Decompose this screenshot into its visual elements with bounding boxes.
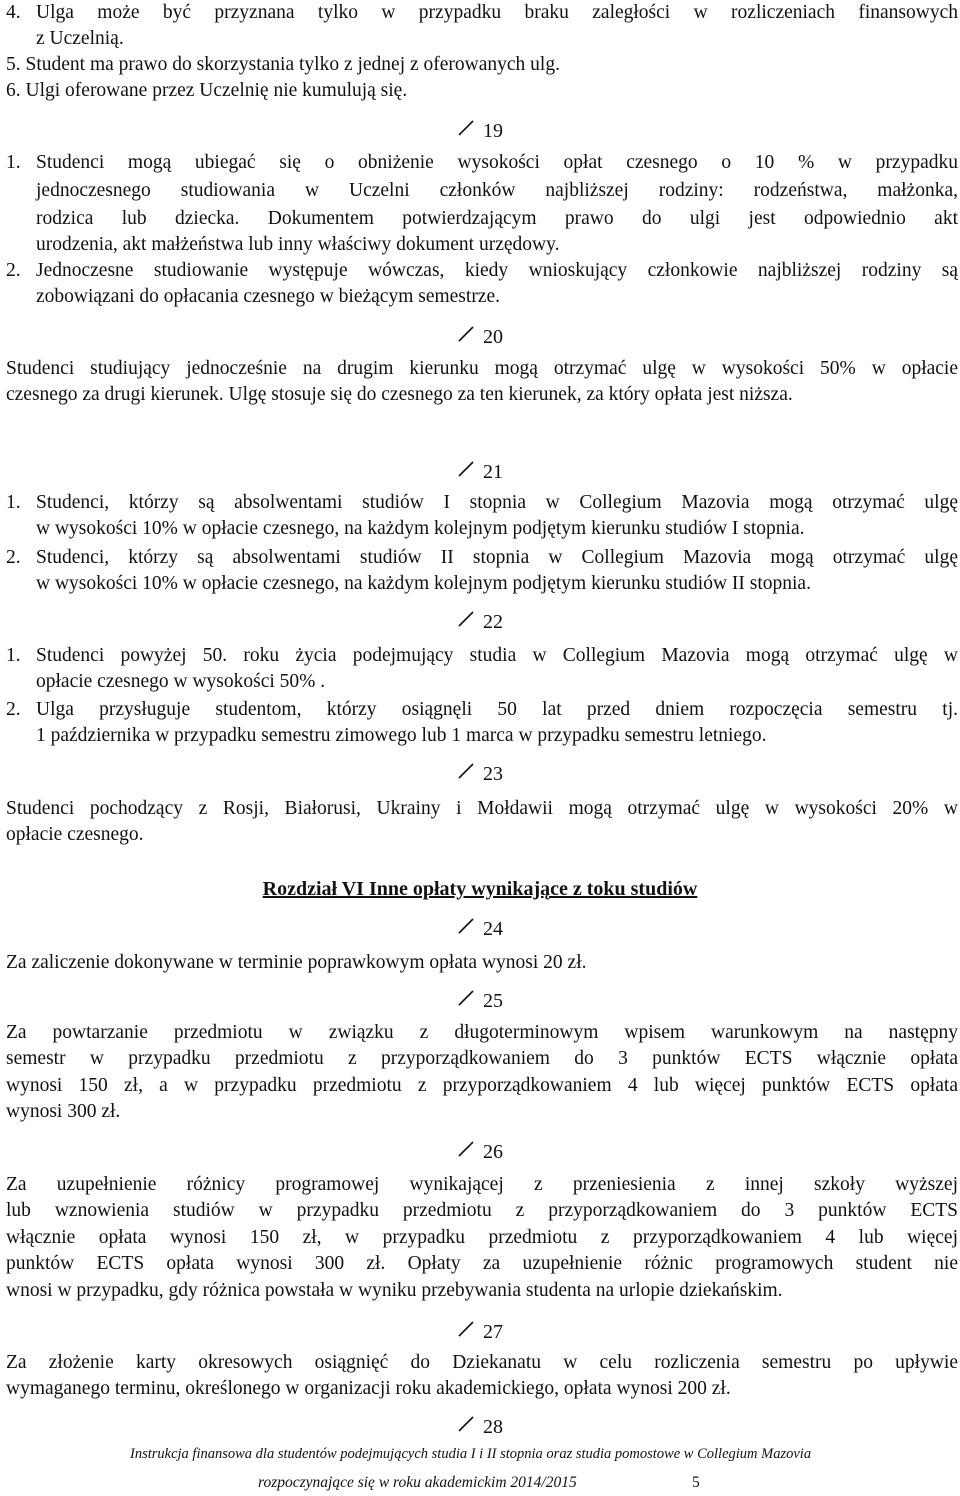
paragraph-line: opłacie czesnego. — [6, 824, 144, 845]
section-number: 25 — [483, 990, 503, 1012]
item-number: 2. — [6, 699, 21, 720]
paragraph-line: wymaganego terminu, określonego w organizacji roku akademickiego, opłata wynosi 200 zł. — [6, 1378, 731, 1399]
section-sign-icon — [457, 1320, 475, 1340]
section-number: 27 — [483, 1321, 503, 1343]
section-number: 28 — [483, 1416, 503, 1438]
item-number: 2. — [6, 260, 21, 281]
section-number: 20 — [483, 326, 503, 348]
section-number: 26 — [483, 1141, 503, 1163]
section-sign-icon — [457, 1415, 475, 1435]
section-heading — [0, 117, 960, 144]
paragraph-line: wynosi 150 zł, a w przypadku przedmiotu z przyporządkowaniem 4 lub więcej punktów ECTS opłata — [6, 1075, 958, 1096]
section-heading — [0, 323, 960, 350]
paragraph-line: Za powtarzanie przedmiotu w związku z długoterminowym wpisem warunkowym na następny — [6, 1022, 958, 1043]
paragraph-line: opłacie czesnego w wysokości 50% . — [36, 671, 326, 692]
section-sign-icon — [457, 119, 475, 139]
item-number: 2. — [6, 547, 21, 568]
item-number: 1. — [6, 492, 21, 513]
section-sign-icon — [457, 1140, 475, 1160]
paragraph-line: Ulga może być przyznana tylko w przypadku braku zaległości w rozliczeniach finansowych — [36, 2, 958, 23]
section-heading — [0, 915, 960, 942]
paragraph-line: Studenci pochodzący z Rosji, Białorusi, Ukrainy i Mołdawii mogą otrzymać ulgę w wysokości 20% w — [6, 798, 958, 819]
paragraph-line: wynosi 300 zł. — [6, 1101, 121, 1122]
list-item: 6. Ulgi oferowane przez Uczelnię nie kumulują się. — [6, 80, 408, 101]
paragraph-line: Ulga przysługuje studentom, którzy osiągnęli 50 lat przed dniem rozpoczęcia semestru tj. — [36, 699, 958, 720]
section-sign-icon — [457, 989, 475, 1009]
paragraph-line: lub wznowienia studiów w przypadku przedmiotu z przyporządkowaniem do 3 punktów ECTS — [6, 1200, 958, 1221]
paragraph-line: 1 października w przypadku semestru zimowego lub 1 marca w przypadku semestru letniego. — [36, 725, 767, 746]
section-sign-icon — [457, 762, 475, 782]
section-heading — [0, 608, 960, 635]
section-number: 24 — [483, 918, 503, 940]
section-sign-icon — [457, 460, 475, 480]
page-number: 5 — [692, 1474, 700, 1491]
section-heading — [0, 1413, 960, 1440]
paragraph-line: Studenci, którzy są absolwentami studiów I stopnia w Collegium Mazovia mogą otrzymać ulgę — [36, 492, 958, 513]
paragraph-line: Za zaliczenie dokonywane w terminie poprawkowym opłata wynosi 20 zł. — [6, 952, 587, 973]
section-heading — [0, 760, 960, 787]
paragraph-line: rodzica lub dziecka. Dokumentem potwierdzającym prawo do ulgi jest odpowiednio akt — [36, 208, 958, 229]
section-heading — [0, 458, 960, 485]
paragraph-line: punktów ECTS opłata wynosi 300 zł. Opłaty za uzupełnienie różnic programowych student nie — [6, 1253, 958, 1274]
paragraph-line: wnosi w przypadku, gdy różnica powstała w wyniku przebywania studenta na urlopie dziekańskim. — [6, 1280, 783, 1301]
section-heading — [0, 987, 960, 1014]
footer-subtitle: rozpoczynające się w roku akademickim 2014/2015 — [258, 1474, 577, 1491]
item-number: 4. — [6, 2, 21, 23]
section-sign-icon — [457, 610, 475, 630]
section-sign-icon — [457, 917, 475, 937]
paragraph-line: semestr w przypadku przedmiotu z przyporządkowaniem do 3 punktów ECTS włącznie opłata — [6, 1048, 958, 1069]
item-number: 1. — [6, 645, 21, 666]
paragraph-line: Jednoczesne studiowanie występuje wówczas, kiedy wnioskujący członkowie najbliższej rodziny są — [36, 260, 958, 281]
section-heading — [0, 1138, 960, 1165]
paragraph-line: Studenci powyżej 50. roku życia podejmujący studia w Collegium Mazovia mogą otrzymać ulgę w — [36, 645, 958, 666]
section-number: 22 — [483, 611, 503, 633]
section-number: 23 — [483, 763, 503, 785]
paragraph-line: czesnego za drugi kierunek. Ulgę stosuje się do czesnego za ten kierunek, za który opłata jest niższa. — [6, 384, 793, 405]
section-sign-icon — [457, 325, 475, 345]
item-number: 1. — [6, 152, 21, 173]
footer-title: Instrukcja finansowa dla studentów podejmujących studia I i II stopnia oraz studia pomostowe w Collegium Mazovia — [130, 1446, 812, 1462]
paragraph-line: Studenci studiujący jednocześnie na drugim kierunku mogą otrzymać ulgę w wysokości 50% w opłacie — [6, 358, 958, 379]
paragraph-line: Studenci, którzy są absolwentami studiów II stopnia w Collegium Mazovia mogą otrzymać ulgę — [36, 547, 958, 568]
paragraph-line: jednoczesnego studiowania w Uczelni członków najbliższej rodziny: rodzeństwa, małżonka, — [36, 180, 958, 201]
paragraph-line: urodzenia, akt małżeństwa lub inny właściwy dokument urzędowy. — [36, 234, 560, 255]
chapter-heading: Rozdział VI Inne opłaty wynikające z toku studiów — [262, 878, 698, 900]
paragraph-line: Za złożenie karty okresowych osiągnięć do Dziekanatu w celu rozliczenia semestru po upływie — [6, 1352, 958, 1373]
paragraph-line: Studenci mogą ubiegać się o obniżenie wysokości opłat czesnego o 10 % w przypadku — [36, 152, 958, 173]
paragraph-line: w wysokości 10% w opłacie czesnego, na każdym kolejnym podjętym kierunku studiów I stopnia. — [36, 518, 805, 539]
paragraph-line: Za uzupełnienie różnicy programowej wynikającej z przeniesienia z innej szkoły wyższej — [6, 1174, 958, 1195]
section-number: 19 — [483, 120, 503, 142]
section-number: 21 — [483, 461, 503, 483]
paragraph-line: zobowiązani do opłacania czesnego w bieżącym semestrze. — [36, 286, 500, 307]
section-heading — [0, 1318, 960, 1345]
paragraph-line: włącznie opłata wynosi 150 zł, w przypadku przedmiotu z przyporządkowaniem 4 lub więcej — [6, 1227, 958, 1248]
paragraph-line: w wysokości 10% w opłacie czesnego, na każdym kolejnym podjętym kierunku studiów II stopnia. — [36, 573, 811, 594]
list-item: 5. Student ma prawo do skorzystania tylko z jednej z oferowanych ulg. — [6, 54, 560, 75]
paragraph-line: z Uczelnią. — [36, 28, 124, 49]
